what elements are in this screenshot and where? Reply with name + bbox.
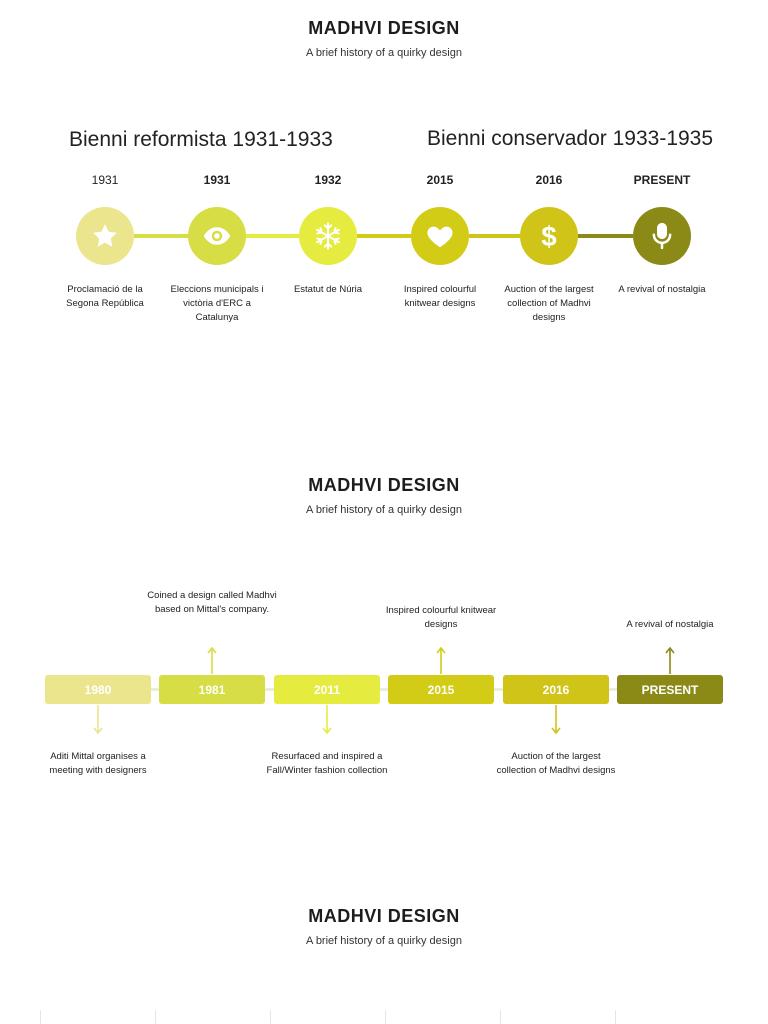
divider <box>40 1010 41 1024</box>
timeline-connector <box>134 234 188 238</box>
arrow-up-icon <box>665 647 675 674</box>
event-year: 1931 <box>203 173 231 187</box>
star-icon <box>90 221 120 251</box>
timeline-connector <box>151 688 159 691</box>
arrow-down-icon <box>322 705 332 735</box>
event-caption: Inspired colourful knitwear designs <box>403 284 477 309</box>
event-note: Auction of the largest collection of Madhvi designs <box>496 751 616 776</box>
svg-text:$: $ <box>541 221 557 251</box>
divider <box>615 1010 616 1024</box>
divider <box>155 1010 156 1024</box>
heart-icon <box>425 221 455 251</box>
timeline-connector <box>380 688 388 691</box>
event-circle <box>76 207 134 265</box>
timeline-connector <box>265 688 274 691</box>
eye-icon <box>202 221 232 251</box>
period-left: Bienni reformista 1931-1933 <box>69 128 333 151</box>
snowflake-icon <box>313 221 343 251</box>
dollar-icon <box>534 221 564 251</box>
event-caption: Proclamació de la Segona República <box>66 284 144 309</box>
year-box: 1981 <box>159 675 265 704</box>
event-caption: Eleccions municipals i victòria d'ERC a Catalunya <box>170 284 264 323</box>
arrow-down-icon <box>93 705 103 735</box>
divider <box>270 1010 271 1024</box>
event-circle <box>299 207 357 265</box>
event-note: Resurfaced and inspired a Fall/Winter fashion collection <box>266 751 388 776</box>
divider <box>385 1010 386 1024</box>
event-caption: Auction of the largest collection of Madhvi designs <box>504 284 594 323</box>
timeline-connector <box>469 234 520 238</box>
event-year: 2015 <box>426 173 454 187</box>
timeline-connector <box>494 688 503 691</box>
event-year: 1932 <box>314 173 342 187</box>
event-caption: Estatut de Núria <box>293 284 363 295</box>
year-box: 2015 <box>388 675 494 704</box>
year-box: 1980 <box>45 675 151 704</box>
timeline-connector <box>246 234 299 238</box>
section1-subtitle: A brief history of a quirky design <box>306 47 462 59</box>
section3-subtitle: A brief history of a quirky design <box>306 935 462 947</box>
timeline-connector <box>357 234 411 238</box>
year-box: 2016 <box>503 675 609 704</box>
event-note: A revival of nostalgia <box>626 619 714 630</box>
timeline-connector <box>578 234 633 238</box>
event-caption: A revival of nostalgia <box>618 284 706 295</box>
event-year: PRESENT <box>633 173 691 187</box>
event-note: Inspired colourful knitwear designs <box>385 605 497 630</box>
microphone-icon <box>647 221 677 251</box>
section2-title: MADHVI DESIGN <box>308 475 460 495</box>
event-year: 2016 <box>535 173 563 187</box>
timeline-connector <box>609 688 617 691</box>
year-box: 2011 <box>274 675 380 704</box>
period-right: Bienni conservador 1933-1935 <box>427 127 714 150</box>
event-circle <box>633 207 691 265</box>
arrow-up-icon <box>436 647 446 674</box>
divider <box>500 1010 501 1024</box>
event-circle <box>520 207 578 265</box>
arrow-up-icon <box>207 647 217 674</box>
event-circle <box>188 207 246 265</box>
arrow-down-icon <box>551 705 561 735</box>
year-box: PRESENT <box>617 675 723 704</box>
event-circle <box>411 207 469 265</box>
event-year: 1931 <box>91 173 119 187</box>
section1-title: MADHVI DESIGN <box>308 18 460 38</box>
event-note: Aditi Mittal organises a meeting with designers <box>49 751 147 776</box>
section2-subtitle: A brief history of a quirky design <box>306 504 462 516</box>
event-note: Coined a design called Madhvi based on Mittal's company. <box>147 590 277 615</box>
section3-title: MADHVI DESIGN <box>308 906 460 926</box>
